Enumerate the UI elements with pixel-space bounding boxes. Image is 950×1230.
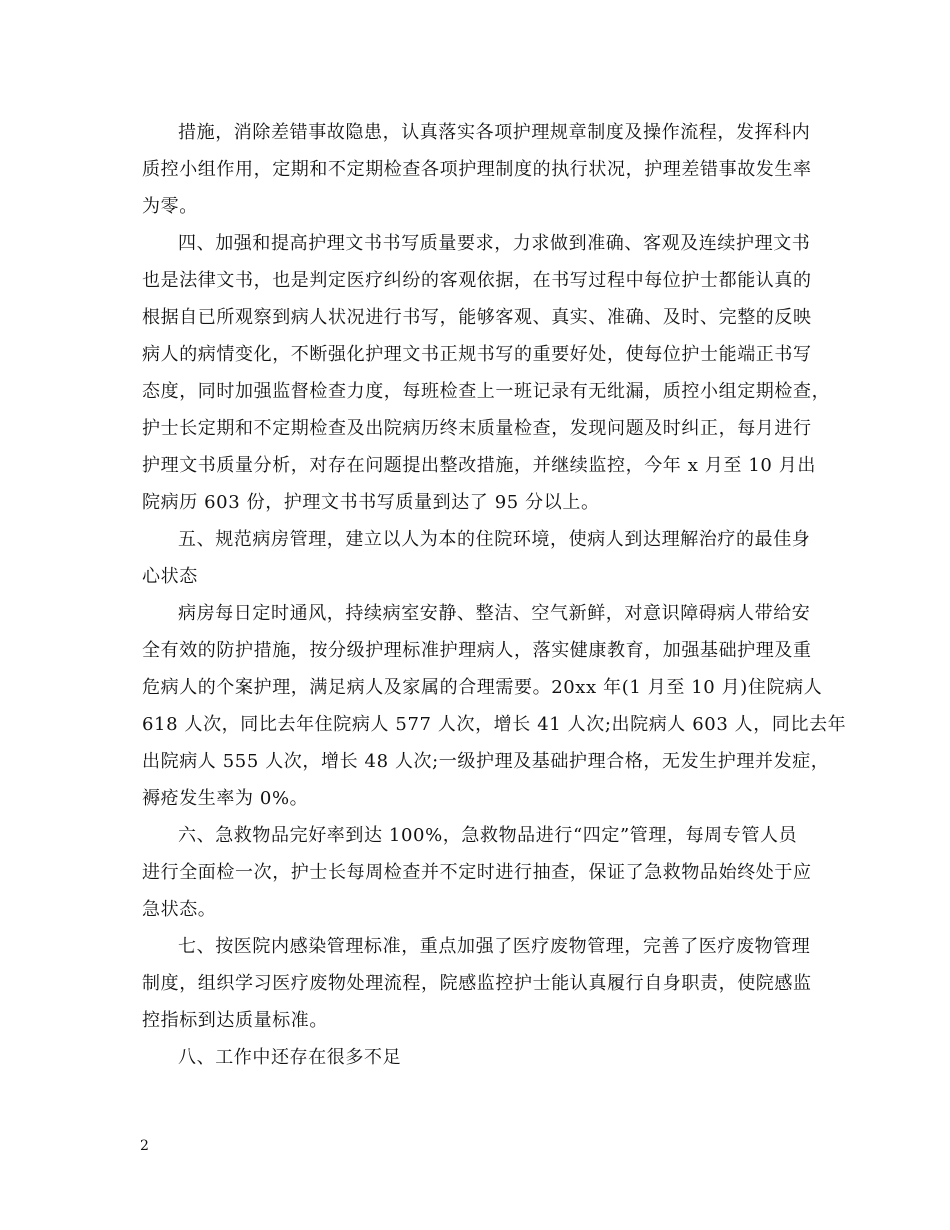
text-line: 618 人次，同比去年住院病人 577 人次，增长 41 人次;出院病人 603 人，同比去年 bbox=[142, 714, 847, 735]
text-line: 危病人的个案护理，满足病人及家属的合理需要。20xx 年(1 月至 10 月)住院病人 bbox=[142, 677, 823, 698]
text-line: 措施，消除差错事故隐患，认真落实各项护理规章制度及操作流程，发挥科内 bbox=[178, 122, 811, 143]
text-line: 进行全面检一次，护士长每周检查并不定时进行抽查，保证了急救物品始终处于应 bbox=[142, 862, 812, 883]
text-line: 五、规范病房管理，建立以人为本的住院环境，使病人到达理解治疗的最佳身 bbox=[178, 529, 811, 550]
text-line: 为零。 bbox=[142, 196, 198, 217]
text-line: 褥疮发生率为 0%。 bbox=[142, 788, 309, 809]
text-line: 出院病人 555 人次，增长 48 人次;一级护理及基础护理合格，无发生护理并发症， bbox=[142, 751, 830, 772]
text-line: 制度，组织学习医疗废物处理流程，院感监控护士能认真履行自身职责，使院感监 bbox=[142, 973, 812, 994]
text-line: 心状态 bbox=[142, 566, 198, 587]
text-line: 病人的病情变化，不断强化护理文书正规书写的重要好处，使每位护士能端正书写 bbox=[142, 344, 812, 365]
text-line: 院病历 603 份，护理文书书写质量到达了 95 分以上。 bbox=[142, 492, 600, 513]
text-line: 八、工作中还存在很多不足 bbox=[178, 1047, 402, 1068]
text-line: 控指标到达质量标准。 bbox=[142, 1010, 328, 1031]
page-number: 2 bbox=[140, 1138, 149, 1154]
text-line: 四、加强和提高护理文书书写质量要求，力求做到准确、客观及连续护理文书 bbox=[178, 233, 811, 254]
text-line: 护理文书质量分析，对存在问题提出整改措施，并继续监控，今年 x 月至 10 月出 bbox=[142, 455, 816, 476]
text-line: 七、按医院内感染管理标准，重点加强了医疗废物管理，完善了医疗废物管理 bbox=[178, 936, 811, 957]
text-line: 全有效的防护措施，按分级护理标准护理病人，落实健康教育，加强基础护理及重 bbox=[142, 640, 812, 661]
text-line: 也是法律文书，也是判定医疗纠纷的客观依据，在书写过程中每位护士都能认真的 bbox=[142, 270, 812, 291]
text-line: 急状态。 bbox=[142, 899, 217, 920]
text-line: 六、急救物品完好率到达 100%，急救物品进行“四定”管理，每周专管人员 bbox=[178, 825, 798, 846]
text-line: 态度，同时加强监督检查力度，每班检查上一班记录有无纰漏，质控小组定期检查， bbox=[142, 381, 831, 402]
text-line: 护士长定期和不定期检查及出院病历终末质量检查，发现问题及时纠正，每月进行 bbox=[142, 418, 812, 439]
text-line: 根据自已所观察到病人状况进行书写，能够客观、真实、准确、及时、完整的反映 bbox=[142, 307, 812, 328]
text-line: 质控小组作用，定期和不定期检查各项护理制度的执行状况，护理差错事故发生率 bbox=[142, 159, 812, 180]
text-line: 病房每日定时通风，持续病室安静、整洁、空气新鲜，对意识障碍病人带给安 bbox=[178, 603, 811, 624]
